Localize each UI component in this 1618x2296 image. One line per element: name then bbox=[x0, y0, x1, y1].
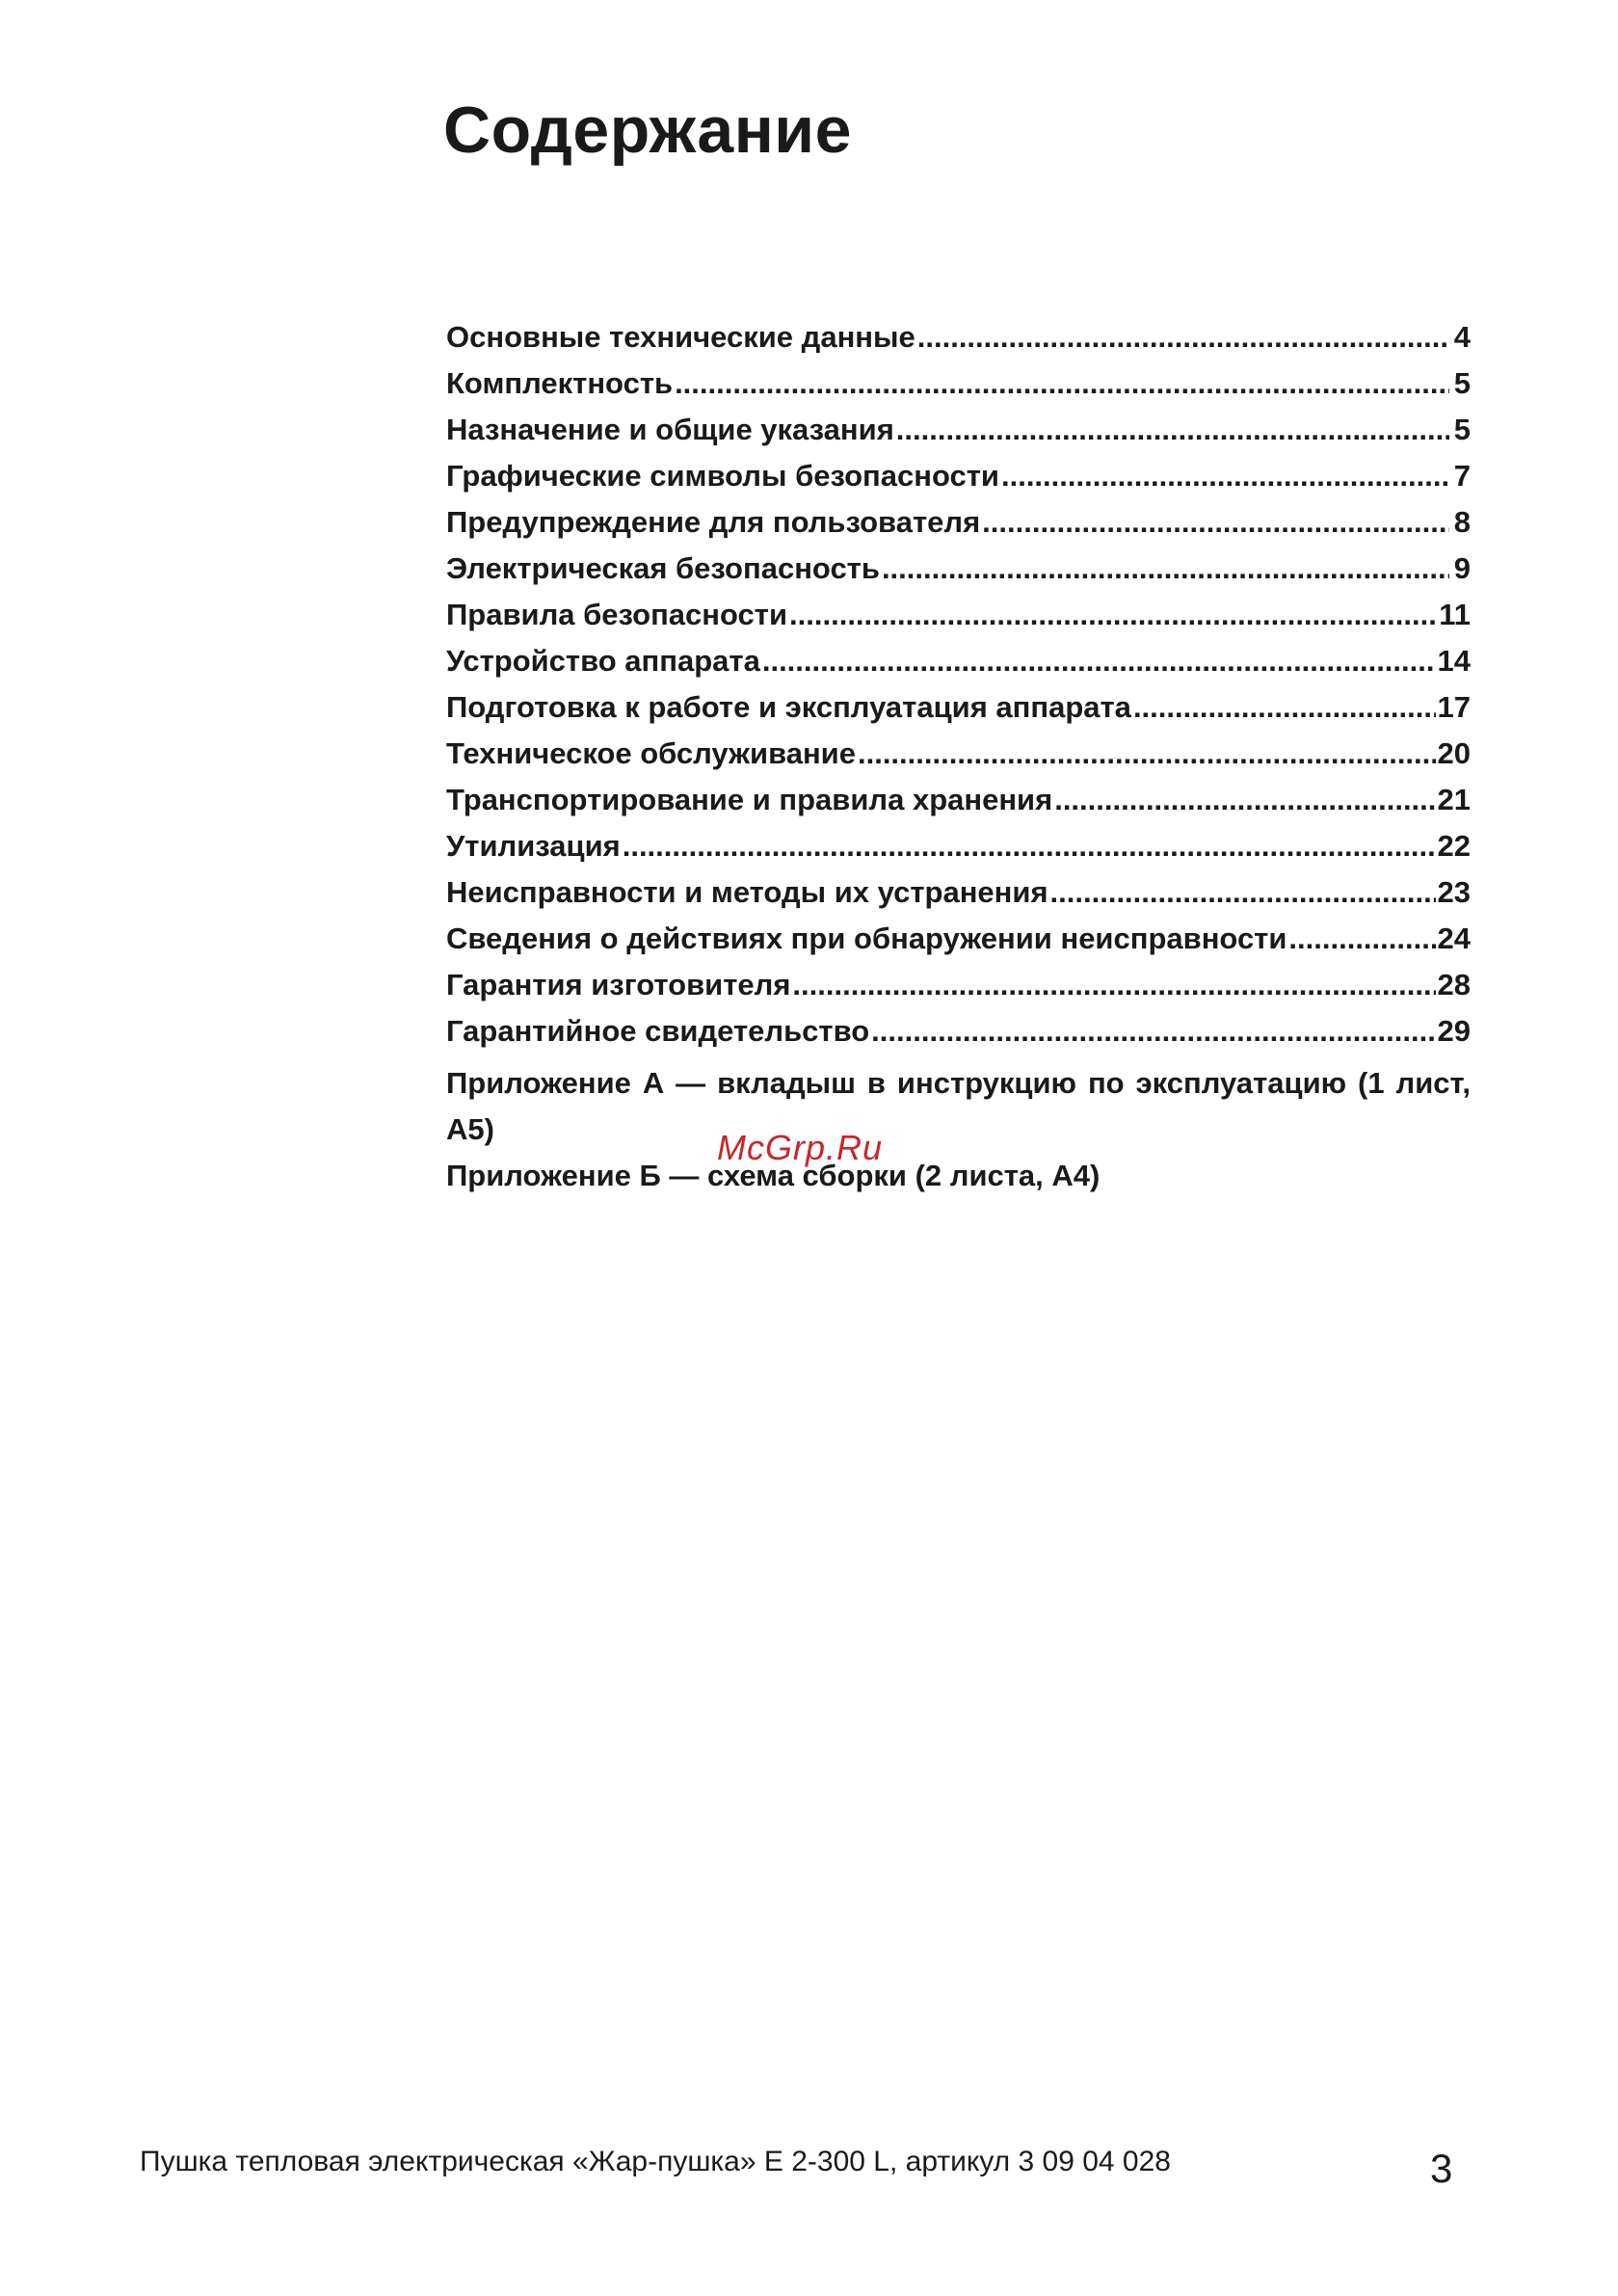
toc-appendix-b[interactable]: Приложение Б — схема сборки (2 листа, А4) bbox=[446, 1159, 1101, 1192]
toc-item-label: Устройство аппарата bbox=[446, 644, 760, 678]
toc-item[interactable] bbox=[446, 875, 1471, 921]
toc-leader-dots bbox=[896, 413, 1449, 447]
toc-item[interactable] bbox=[446, 551, 1471, 598]
watermark: McGrp.Ru bbox=[717, 1128, 884, 1167]
toc-item-label: Назначение и общие указания bbox=[446, 413, 894, 446]
toc-item[interactable] bbox=[446, 783, 1471, 829]
toc-item-page: 8 bbox=[1453, 505, 1471, 539]
toc-leader-dots bbox=[1133, 690, 1436, 725]
toc-item-label: Техническое обслуживание bbox=[446, 736, 856, 770]
toc-item[interactable] bbox=[446, 690, 1471, 736]
toc-item-page: 22 bbox=[1437, 829, 1471, 863]
toc-item[interactable] bbox=[446, 736, 1471, 783]
toc-leader-dots bbox=[792, 968, 1435, 1002]
toc-leader-dots bbox=[623, 829, 1436, 864]
toc-item[interactable] bbox=[446, 968, 1471, 1014]
page-number: 3 bbox=[1430, 2146, 1453, 2191]
toc-item-page: 9 bbox=[1453, 551, 1471, 585]
toc-leader-dots bbox=[1054, 783, 1435, 817]
toc-item-page: 11 bbox=[1439, 598, 1471, 631]
footer-product-name: Пушка тепловая электрическая «Жар-пушка» Е 2-300 L, артикул 3 09 04 028 bbox=[140, 2146, 1171, 2177]
toc-item-page: 4 bbox=[1453, 320, 1471, 354]
toc-leader-dots bbox=[1288, 921, 1435, 956]
toc-item-page: 14 bbox=[1437, 644, 1471, 678]
toc-leader-dots bbox=[871, 1014, 1435, 1049]
page-title: Содержание bbox=[443, 93, 852, 167]
toc-item-label: Графические символы безопасности bbox=[446, 459, 999, 493]
toc-item-page: 7 bbox=[1453, 459, 1471, 493]
toc-item-label: Сведения о действиях при обнаружении неисправности bbox=[446, 921, 1287, 955]
toc-leader-dots bbox=[1001, 459, 1449, 494]
toc-item-label: Основные технические данные bbox=[446, 320, 915, 354]
toc-item[interactable] bbox=[446, 644, 1471, 690]
toc-item-page: 20 bbox=[1437, 736, 1471, 770]
toc-item-label: Комплектность bbox=[446, 366, 674, 400]
toc-item-label: Неисправности и методы их устранения bbox=[446, 875, 1048, 909]
toc-item-page: 28 bbox=[1437, 968, 1471, 1001]
toc-item-label: Утилизация bbox=[446, 829, 621, 863]
toc-item-label: Гарантия изготовителя bbox=[446, 968, 791, 1001]
toc-item[interactable] bbox=[446, 829, 1471, 875]
toc-item[interactable] bbox=[446, 505, 1471, 551]
toc-item-label: Предупреждение для пользователя bbox=[446, 505, 981, 539]
toc-appendix-a[interactable]: Приложение А — вкладыш в инструкцию по эксплуатацию (1 лист, А5) bbox=[446, 1066, 1471, 1146]
toc-item[interactable] bbox=[446, 459, 1471, 505]
toc-item-page: 17 bbox=[1437, 690, 1471, 724]
toc-item-label: Подготовка к работе и эксплуатация аппарата bbox=[446, 690, 1131, 724]
toc-leader-dots bbox=[982, 505, 1449, 540]
toc-leader-dots bbox=[858, 736, 1436, 771]
toc-item[interactable] bbox=[446, 366, 1471, 413]
toc-leader-dots bbox=[882, 551, 1449, 586]
toc-item[interactable] bbox=[446, 1014, 1471, 1060]
toc-item-label: Электрическая безопасность bbox=[446, 551, 880, 585]
toc-item-label: Правила безопасности bbox=[446, 598, 788, 631]
toc-item-page: 29 bbox=[1437, 1014, 1471, 1048]
toc-item[interactable] bbox=[446, 413, 1471, 459]
toc-item-page: 21 bbox=[1437, 783, 1471, 816]
table-of-contents bbox=[446, 320, 1471, 1199]
toc-item[interactable] bbox=[446, 320, 1471, 366]
toc-item-label: Транспортирование и правила хранения bbox=[446, 783, 1053, 816]
toc-leader-dots bbox=[1050, 875, 1436, 910]
toc-leader-dots bbox=[675, 366, 1449, 401]
toc-item[interactable] bbox=[446, 921, 1471, 968]
toc-item-page: 5 bbox=[1453, 366, 1471, 400]
toc-leader-dots bbox=[917, 320, 1449, 355]
toc-leader-dots bbox=[789, 598, 1437, 632]
toc-item[interactable] bbox=[446, 598, 1471, 644]
toc-item-page: 23 bbox=[1437, 875, 1471, 909]
toc-item-page: 5 bbox=[1453, 413, 1471, 446]
toc-item-page: 24 bbox=[1437, 921, 1471, 955]
toc-leader-dots bbox=[762, 644, 1436, 679]
toc-item-label: Гарантийное свидетельство bbox=[446, 1014, 870, 1048]
